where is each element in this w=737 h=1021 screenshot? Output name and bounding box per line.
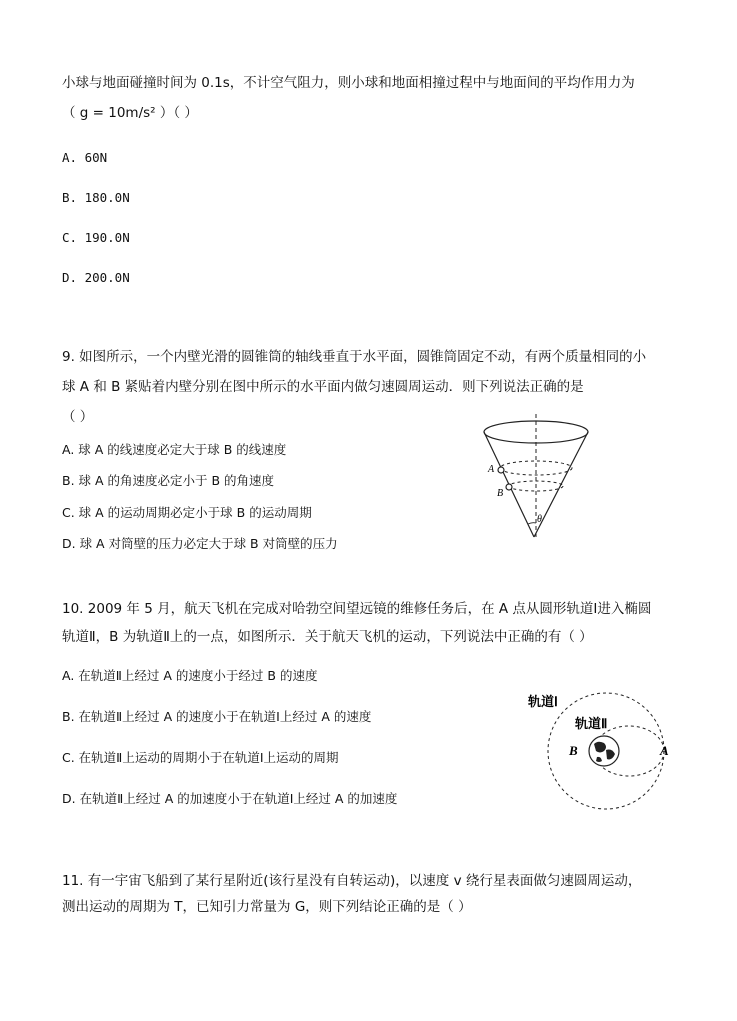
q10-stem-line1: 10. 2009 年 5 月，航天飞机在完成对哈勃空间望远镜的维修任务后，在 A 点从圆形轨道Ⅰ进入椭圆 xyxy=(62,601,652,617)
q10-stem-line2: 轨道Ⅱ，B 为轨道Ⅱ上的一点，如图所示．关于航天飞机的运动，下列说法中正确的有（ ） xyxy=(62,629,593,645)
q9-stem-line1: 9. 如图所示，一个内壁光滑的圆锥筒的轴线垂直于水平面，圆锥筒固定不动，有两个质量相同的小 xyxy=(62,349,647,365)
q11-stem-line1: 11. 有一宇宙飞船到了某行星附近(该行星没有自转运动)，以速度 v 绕行星表面做匀速圆周运动， xyxy=(62,873,642,889)
cone-label-a: A xyxy=(488,464,495,475)
q9-option-a: A. 球 A 的线速度必定大于球 B 的线速度 xyxy=(62,442,287,457)
orbit-figure xyxy=(520,688,680,813)
q8-stem-line1: 小球与地面碰撞时间为 0.1s，不计空气阻力，则小球和地面相撞过程中与地面间的平均作用力为 xyxy=(62,75,635,91)
q9-option-b: B. 球 A 的角速度必定小于 B 的角速度 xyxy=(62,473,275,488)
ball-a xyxy=(498,467,504,473)
cone-figure xyxy=(470,410,610,550)
q10-option-d: D. 在轨道Ⅱ上经过 A 的加速度小于在轨道Ⅰ上经过 A 的加速度 xyxy=(62,791,398,806)
q8-option-d: D. 200.0N xyxy=(62,270,130,285)
cone-label-b: B xyxy=(497,488,504,499)
orbit-one-label: 轨道Ⅰ xyxy=(528,694,558,709)
q10-option-a: A. 在轨道Ⅱ上经过 A 的速度小于经过 B 的速度 xyxy=(62,668,318,683)
q9-option-c: C. 球 A 的运动周期必定小于球 B 的运动周期 xyxy=(62,505,312,520)
q9-option-d: D. 球 A 对筒壁的压力必定大于球 B 对筒壁的压力 xyxy=(62,536,338,551)
q8-stem-line2: （ g = 10m/s² ）（ ） xyxy=(62,105,198,121)
q9-stem-line3: （ ） xyxy=(62,409,94,425)
q10-option-c: C. 在轨道Ⅱ上运动的周期小于在轨道Ⅰ上运动的周期 xyxy=(62,750,339,765)
cone-label-theta: θ xyxy=(537,514,542,525)
theta-arc xyxy=(528,523,536,524)
orbit-two-label: 轨道Ⅱ xyxy=(575,716,608,731)
ball-b xyxy=(506,484,512,490)
orbit-point-b-label: B xyxy=(569,743,578,758)
q8-option-a: A. 60N xyxy=(62,150,108,165)
q11-stem-line2: 测出运动的周期为 T，已知引力常量为 G，则下列结论正确的是（ ） xyxy=(62,899,472,915)
q8-option-c: C. 190.0N xyxy=(62,230,130,245)
q10-option-b: B. 在轨道Ⅱ上经过 A 的速度小于在轨道Ⅰ上经过 A 的速度 xyxy=(62,709,372,724)
q8-option-b: B. 180.0N xyxy=(62,190,130,205)
orbit-point-a-label: A xyxy=(660,743,669,758)
q9-stem-line2: 球 A 和 B 紧贴着内壁分别在图中所示的水平面内做匀速圆周运动．则下列说法正确的是 xyxy=(62,379,584,395)
